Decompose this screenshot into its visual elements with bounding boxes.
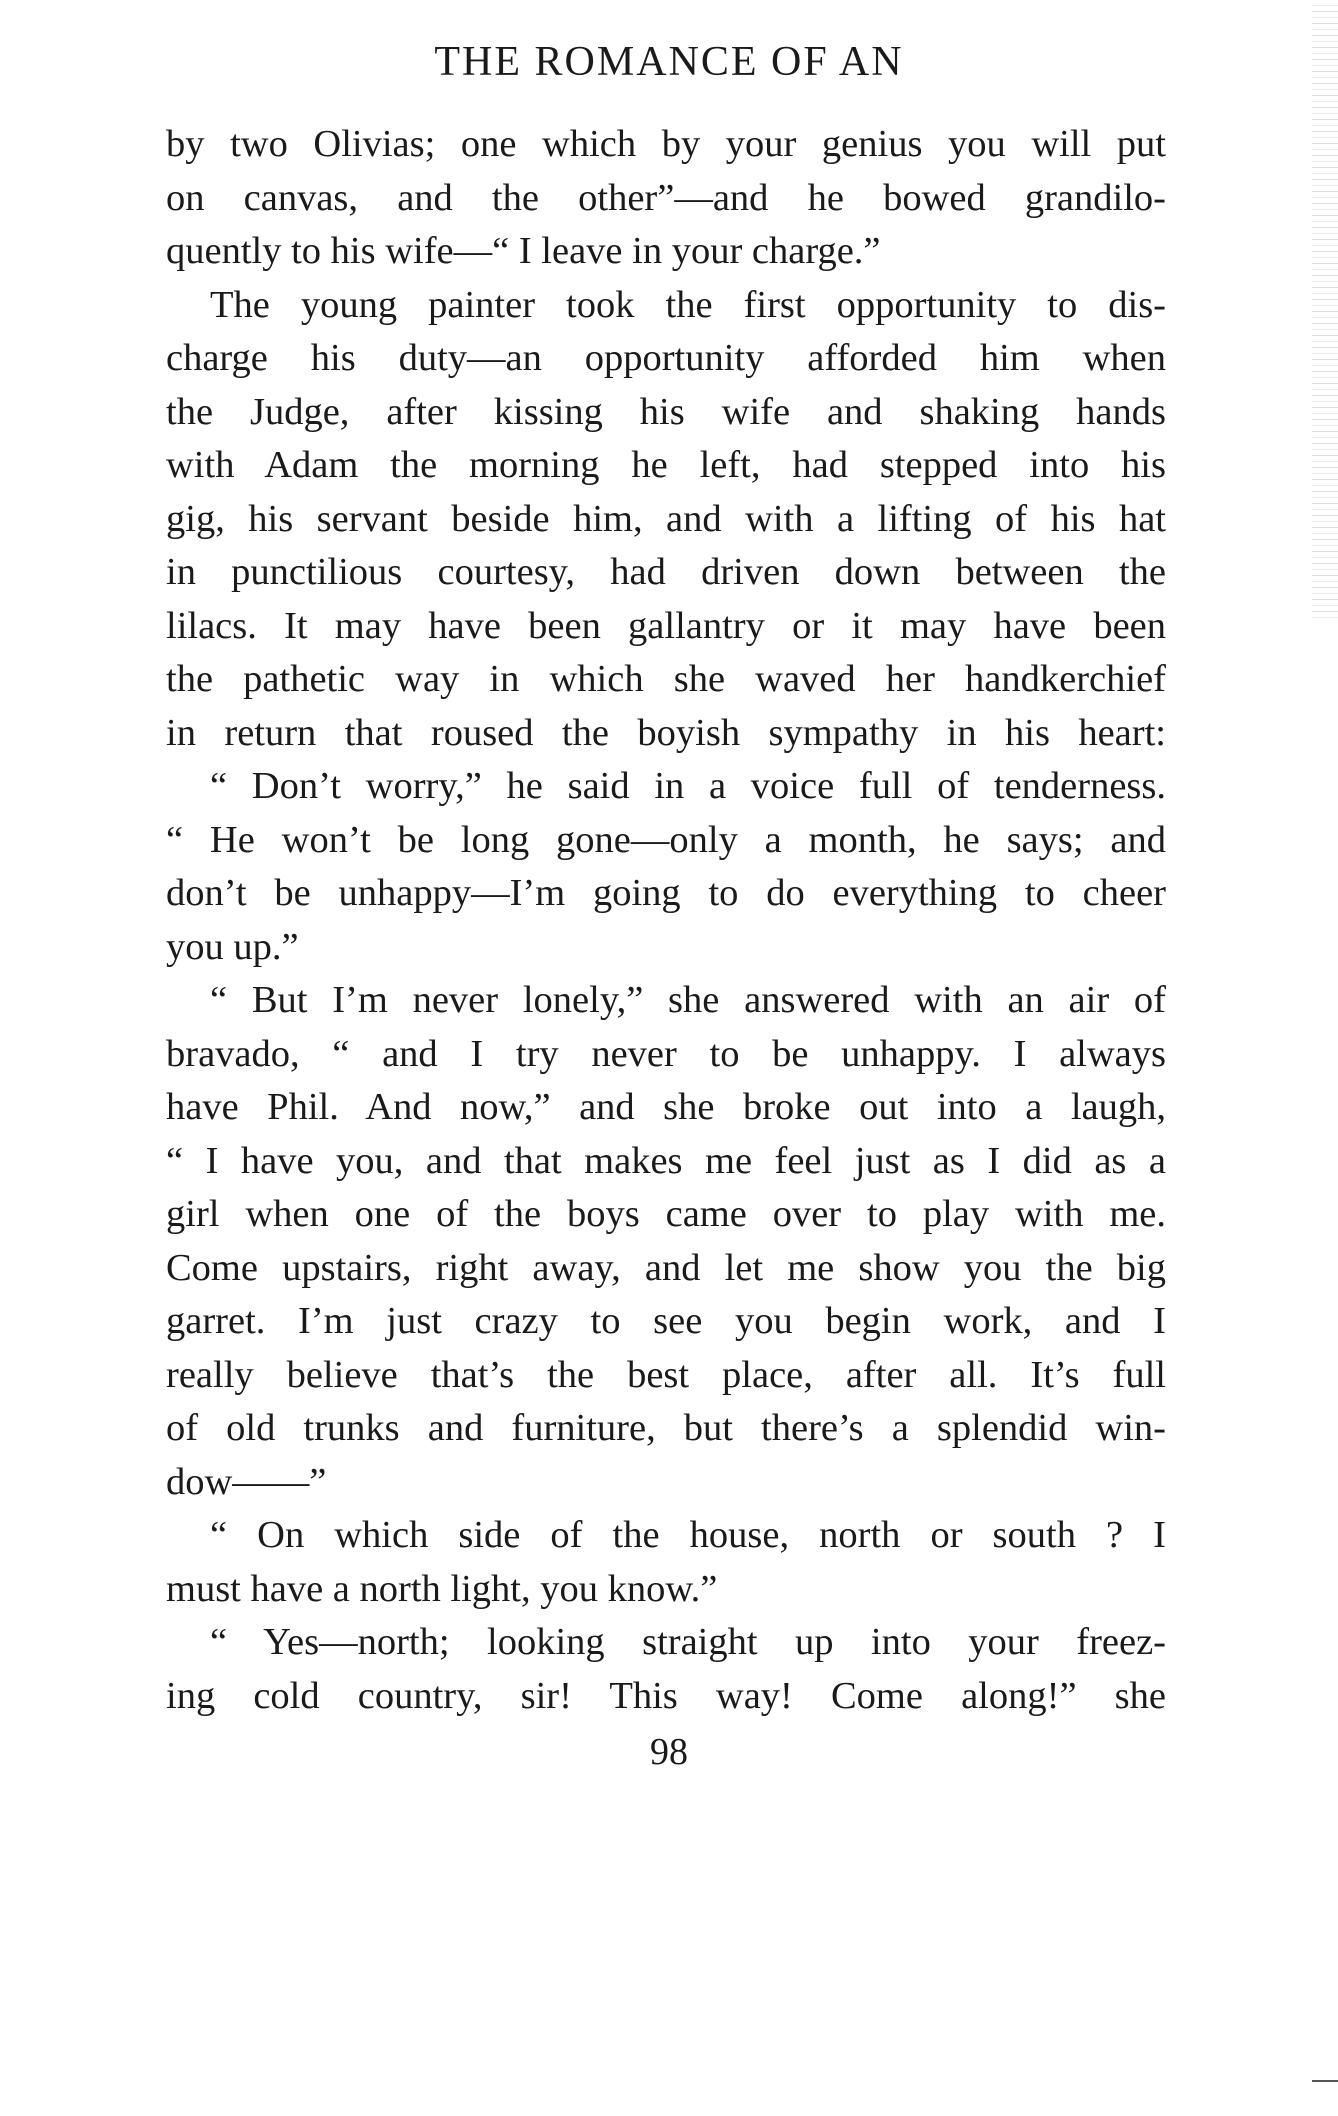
text-line: “ On which side of the house, north or south ? I: [210, 1514, 1166, 1556]
page-edge-mark: [1312, 2080, 1338, 2082]
text-line: bravado, “ and I try never to be unhappy. I always: [166, 1032, 1166, 1075]
text-line: dow——”: [166, 1460, 327, 1503]
running-header: THE ROMANCE OF AN: [434, 39, 904, 85]
text-line: garret. I’m just crazy to see you begin work, and I: [166, 1300, 1166, 1342]
text-line: the pathetic way in which she waved her handkerchief: [166, 658, 1166, 700]
body-text: [166, 118, 1166, 1723]
page-number: 98: [650, 1731, 688, 1773]
text-line: charge his duty—an opportunity afforded him when: [166, 337, 1166, 379]
text-line: “ But I’m never lonely,” she answered with an air of: [210, 979, 1166, 1021]
text-line: with Adam the morning he left, had stepped into his: [166, 444, 1166, 486]
page-edge-texture: [1312, 0, 1338, 620]
text-line: have Phil. And now,” and she broke out into a laugh,: [166, 1086, 1166, 1128]
text-line: really believe that’s the best place, after all. It’s full: [166, 1353, 1166, 1396]
text-line: by two Olivias; one which by your genius you will put: [166, 123, 1166, 165]
text-line: the Judge, after kissing his wife and shaking hands: [166, 390, 1166, 433]
text-line: “ Yes—north; looking straight up into your freez-: [210, 1621, 1166, 1663]
text-line: “ I have you, and that makes me feel just as I did as a: [166, 1139, 1166, 1182]
text-line: in punctilious courtesy, had driven down between the: [166, 551, 1166, 593]
text-line: don’t be unhappy—I’m going to do everything to cheer: [166, 872, 1166, 914]
text-line: gig, his servant beside him, and with a lifting of his hat: [166, 497, 1166, 540]
text-line: you up.”: [166, 925, 299, 968]
text-line: quently to his wife—“ I leave in your charge.”: [166, 230, 881, 272]
text-line: in return that roused the boyish sympathy in his heart:: [166, 711, 1166, 754]
text-line: lilacs. It may have been gallantry or it may have been: [166, 604, 1166, 647]
text-line: “ He won’t be long gone—only a month, he says; and: [166, 818, 1166, 861]
text-line: of old trunks and furniture, but there’s a splendid win-: [166, 1407, 1166, 1449]
text-line: girl when one of the boys came over to play with me.: [166, 1193, 1166, 1235]
text-line: The young painter took the first opportunity to dis-: [210, 283, 1166, 326]
text-line: on canvas, and the other”—and he bowed grandilo-: [166, 176, 1166, 219]
text-line: “ Don’t worry,” he said in a voice full of tenderness.: [210, 765, 1166, 807]
text-line: Come upstairs, right away, and let me show you the big: [166, 1246, 1166, 1289]
text-line: must have a north light, you know.”: [166, 1567, 718, 1610]
text-line: ing cold country, sir! This way! Come along!” she: [166, 1674, 1166, 1717]
